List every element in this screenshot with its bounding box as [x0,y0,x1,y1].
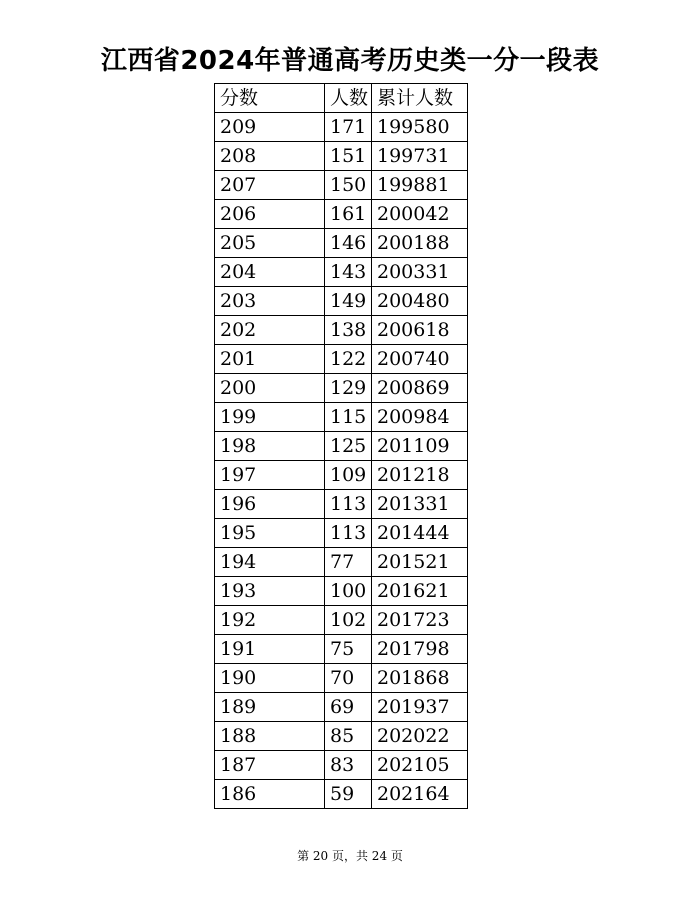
cell-cumulative: 202164 [372,780,468,809]
cell-count: 171 [325,113,372,142]
cell-count: 129 [325,374,372,403]
table-row [215,142,468,171]
cell-score: 195 [215,519,325,548]
cell-score: 192 [215,606,325,635]
cell-count: 149 [325,287,372,316]
cell-score: 203 [215,287,325,316]
cell-score: 188 [215,722,325,751]
cell-count: 109 [325,461,372,490]
cell-count: 138 [325,316,372,345]
cell-score: 191 [215,635,325,664]
table-row [215,461,468,490]
table-row [215,200,468,229]
cell-count: 115 [325,403,372,432]
cell-count: 150 [325,171,372,200]
cell-cumulative: 200869 [372,374,468,403]
cell-count: 143 [325,258,372,287]
table-row [215,345,468,374]
cell-score: 205 [215,229,325,258]
table-body [215,113,468,809]
cell-score: 197 [215,461,325,490]
cell-cumulative: 202022 [372,722,468,751]
cell-score: 208 [215,142,325,171]
cell-score: 199 [215,403,325,432]
cell-cumulative: 200188 [372,229,468,258]
cell-score: 209 [215,113,325,142]
cell-cumulative: 201723 [372,606,468,635]
table-row [215,577,468,606]
cell-cumulative: 199881 [372,171,468,200]
cell-cumulative: 201444 [372,519,468,548]
cell-score: 187 [215,751,325,780]
cell-count: 151 [325,142,372,171]
cell-score: 196 [215,490,325,519]
cell-cumulative: 200042 [372,200,468,229]
table-row [215,751,468,780]
cell-score: 186 [215,780,325,809]
cell-cumulative: 201937 [372,693,468,722]
table-row [215,490,468,519]
cell-cumulative: 202105 [372,751,468,780]
table-row [215,316,468,345]
cell-score: 190 [215,664,325,693]
cell-cumulative: 201798 [372,635,468,664]
score-distribution-table [214,83,468,809]
header-cumulative: 累计人数 [372,84,468,113]
table-row [215,171,468,200]
table-row [215,287,468,316]
cell-score: 204 [215,258,325,287]
cell-cumulative: 200984 [372,403,468,432]
cell-cumulative: 201521 [372,548,468,577]
cell-score: 207 [215,171,325,200]
cell-score: 201 [215,345,325,374]
table-header-row [215,84,468,113]
page-number-footer: 第 20 页，共 24 页 [297,849,403,863]
header-count: 人数 [325,84,372,113]
cell-count: 75 [325,635,372,664]
cell-count: 102 [325,606,372,635]
cell-cumulative: 200740 [372,345,468,374]
cell-score: 189 [215,693,325,722]
cell-cumulative: 199580 [372,113,468,142]
page-title: 江西省2024年普通高考历史类一分一段表 [100,46,600,76]
cell-count: 146 [325,229,372,258]
table-row [215,780,468,809]
cell-score: 202 [215,316,325,345]
cell-cumulative: 201331 [372,490,468,519]
cell-cumulative: 201109 [372,432,468,461]
cell-count: 59 [325,780,372,809]
table-row [215,403,468,432]
table-row [215,374,468,403]
cell-score: 198 [215,432,325,461]
cell-score: 200 [215,374,325,403]
table-row [215,693,468,722]
cell-cumulative: 200331 [372,258,468,287]
header-score: 分数 [215,84,325,113]
table-row [215,606,468,635]
cell-count: 122 [325,345,372,374]
cell-count: 100 [325,577,372,606]
cell-score: 193 [215,577,325,606]
cell-count: 83 [325,751,372,780]
cell-score: 206 [215,200,325,229]
cell-count: 69 [325,693,372,722]
table-row [215,258,468,287]
table-row [215,722,468,751]
cell-count: 70 [325,664,372,693]
table-row [215,664,468,693]
cell-count: 125 [325,432,372,461]
cell-cumulative: 200618 [372,316,468,345]
table-row [215,635,468,664]
cell-count: 161 [325,200,372,229]
cell-score: 194 [215,548,325,577]
cell-cumulative: 199731 [372,142,468,171]
cell-count: 77 [325,548,372,577]
table-row [215,548,468,577]
cell-cumulative: 201218 [372,461,468,490]
table-row [215,432,468,461]
table-row [215,519,468,548]
cell-count: 85 [325,722,372,751]
cell-cumulative: 201621 [372,577,468,606]
table-row [215,113,468,142]
cell-cumulative: 201868 [372,664,468,693]
cell-count: 113 [325,519,372,548]
table-row [215,229,468,258]
cell-cumulative: 200480 [372,287,468,316]
cell-count: 113 [325,490,372,519]
